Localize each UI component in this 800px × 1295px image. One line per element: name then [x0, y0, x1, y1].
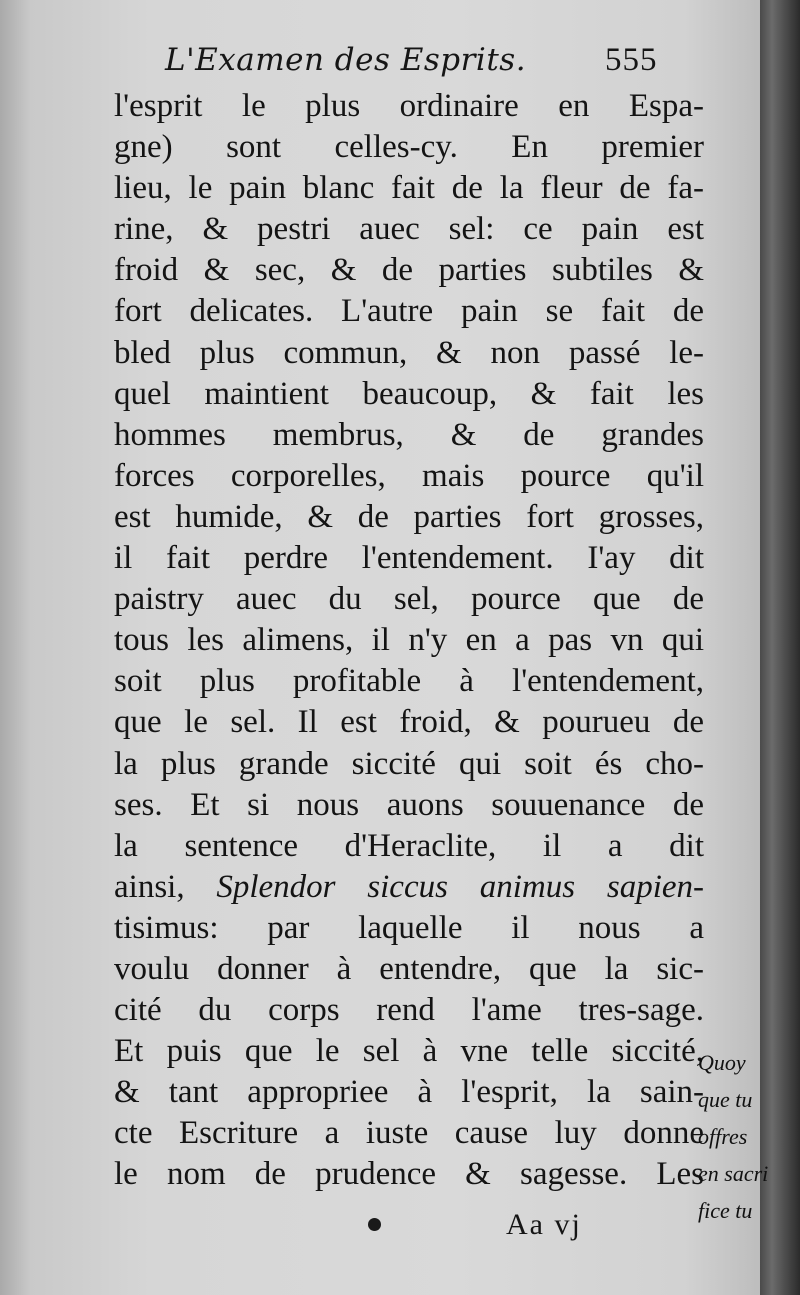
text-line: quel maintient beaucoup, & fait les: [114, 375, 704, 412]
text-line: est humide, & de parties fort grosses,: [114, 498, 704, 535]
margin-note-line: fice tu: [698, 1198, 753, 1223]
text-segment: ainsi,: [114, 868, 185, 905]
text-line: rine, & pestri auec sel: ce pain est: [114, 211, 704, 248]
text-line: Et puis que le sel à vne telle siccité,: [114, 1033, 704, 1070]
signature-mark: Aa vj: [506, 1208, 582, 1241]
margin-note-line: offres: [698, 1124, 748, 1149]
text-line: la sentence d'Heraclite, il a dit: [114, 827, 704, 864]
text-line: gne) sont celles-cy. En premier: [114, 129, 704, 166]
text-line: hommes membrus, & de grandes: [114, 416, 704, 453]
text-line: soit plus profitable à l'entendement,: [114, 663, 704, 700]
text-line: ses. Et si nous auons souuenance de: [114, 786, 704, 823]
text-line: il fait perdre l'entendement. I'ay dit: [114, 540, 704, 577]
margin-note-line: que tu: [698, 1087, 753, 1112]
text-line: lieu, le pain blanc fait de la fleur de fa-: [114, 170, 704, 207]
margin-note: [698, 1044, 798, 1229]
text-line: cité du corps rend l'ame tres-sage.: [114, 992, 704, 1029]
text-line-with-quote: [114, 867, 704, 908]
text-line: fort delicates. L'autre pain se fait de: [114, 293, 704, 330]
margin-note-line: en sacri: [698, 1161, 769, 1186]
text-line: tisimus: par laquelle il nous a: [114, 909, 704, 946]
text-line: bled plus commun, & non passé le-: [114, 334, 704, 371]
text-line: tous les alimens, il n'y en a pas vn qui: [114, 622, 704, 659]
text-line: & tant appropriee à l'esprit, la sain-: [114, 1074, 704, 1111]
latin-quote: Splendor siccus animus sapien-: [216, 868, 704, 905]
margin-note-line: Quoy: [698, 1050, 746, 1075]
text-line: que le sel. Il est froid, & pourueu de: [114, 704, 704, 741]
running-title: L'Examen des Esprits.: [165, 42, 527, 78]
body-text: [114, 86, 704, 1196]
text-line: paistry auec du sel, pource que de: [114, 581, 704, 618]
text-line: cte Escriture a iuste cause luy donne: [114, 1115, 704, 1152]
text-line: voulu donner à entendre, que la sic-: [114, 950, 704, 987]
text-line: le nom de prudence & sagesse. Les: [114, 1156, 704, 1193]
ornament-dot: [368, 1218, 381, 1231]
text-line: l'esprit le plus ordinaire en Espa-: [114, 88, 704, 124]
page-number: 555: [605, 42, 658, 78]
text-line: forces corporelles, mais pource qu'il: [114, 457, 704, 494]
text-line: froid & sec, & de parties subtiles &: [114, 252, 704, 289]
text-line: la plus grande siccité qui soit és cho-: [114, 745, 704, 782]
